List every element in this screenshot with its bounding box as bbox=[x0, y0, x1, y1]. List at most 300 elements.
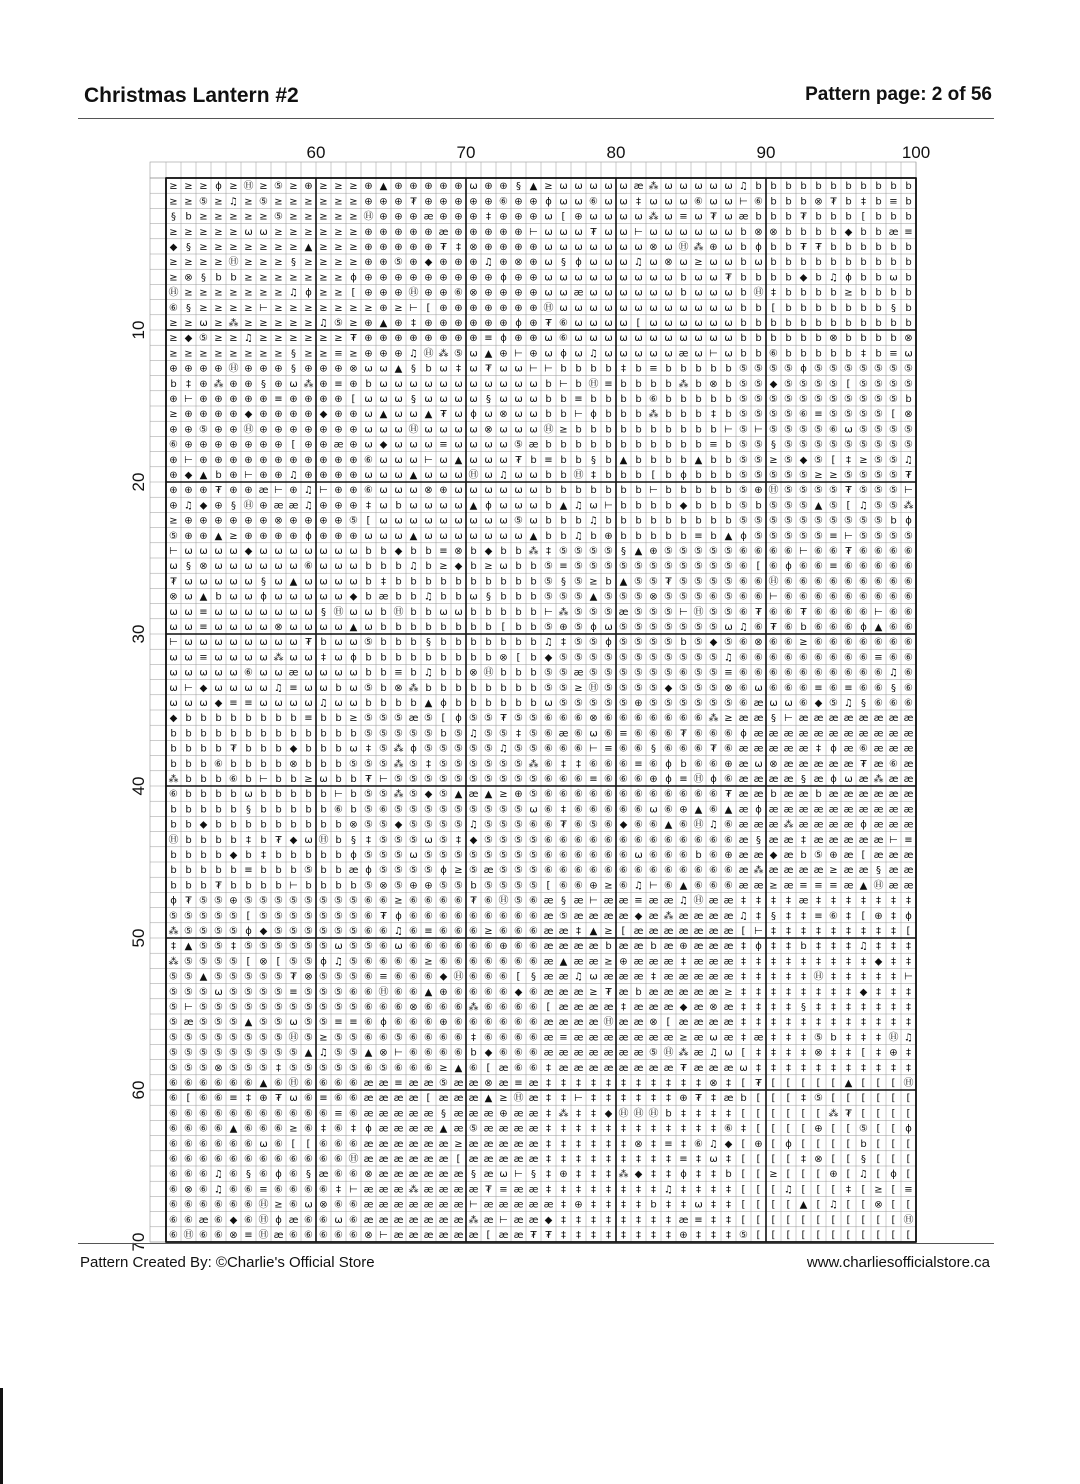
stitch-symbol: ω bbox=[454, 378, 463, 390]
stitch-symbol: ω bbox=[724, 287, 733, 299]
stitch-symbol: æ bbox=[873, 713, 884, 725]
stitch-symbol: ⊕ bbox=[259, 439, 268, 451]
stitch-symbol: ‡ bbox=[771, 287, 776, 299]
stitch-symbol: ⁂ bbox=[678, 378, 689, 390]
stitch-symbol: ⑤ bbox=[649, 622, 658, 634]
stitch-symbol: [ bbox=[546, 1002, 551, 1014]
stitch-symbol: ‡ bbox=[636, 1078, 641, 1090]
stitch-symbol: ⑥ bbox=[229, 1199, 238, 1211]
stitch-symbol: b bbox=[275, 743, 282, 755]
stitch-symbol: ⑥ bbox=[334, 1138, 343, 1150]
stitch-symbol: ⑥ bbox=[904, 667, 913, 679]
stitch-symbol: æ bbox=[468, 1138, 479, 1150]
stitch-symbol: ‡ bbox=[816, 895, 821, 907]
stitch-symbol: b bbox=[815, 789, 822, 801]
stitch-symbol: ω bbox=[694, 287, 703, 299]
stitch-symbol: ⑥ bbox=[559, 880, 568, 892]
stitch-symbol: b bbox=[725, 500, 732, 512]
stitch-symbol: ≥ bbox=[799, 637, 808, 649]
stitch-symbol: ≥ bbox=[214, 318, 223, 330]
stitch-symbol: ♫ bbox=[319, 1047, 328, 1059]
stitch-symbol: ‡ bbox=[771, 986, 776, 998]
stitch-symbol: ⑤ bbox=[199, 941, 208, 953]
stitch-symbol: ‡ bbox=[816, 926, 821, 938]
stitch-symbol: ω bbox=[649, 804, 658, 816]
stitch-symbol: b bbox=[590, 394, 597, 406]
stitch-symbol: ɸ bbox=[395, 910, 402, 922]
stitch-symbol: ⊢ bbox=[244, 470, 253, 482]
stitch-symbol: ⊕ bbox=[214, 409, 223, 421]
stitch-symbol: ≥ bbox=[304, 318, 313, 330]
stitch-symbol: b bbox=[830, 348, 837, 360]
stitch-symbol: ω bbox=[394, 515, 403, 527]
stitch-symbol: ≡ bbox=[319, 1093, 328, 1105]
stitch-symbol: ‡ bbox=[876, 1002, 881, 1014]
stitch-symbol: b bbox=[665, 409, 672, 421]
stitch-symbol: ≡ bbox=[199, 622, 208, 634]
stitch-symbol: b bbox=[260, 789, 267, 801]
stitch-symbol: [ bbox=[756, 1184, 761, 1196]
stitch-symbol: ⑥ bbox=[634, 865, 643, 877]
stitch-symbol: b bbox=[425, 363, 432, 375]
stitch-symbol: ‡ bbox=[891, 895, 896, 907]
stitch-symbol: ⑤ bbox=[199, 1047, 208, 1059]
stitch-symbol: ‡ bbox=[741, 971, 746, 983]
stitch-symbol: ⊕ bbox=[529, 333, 538, 345]
stitch-symbol: ⑤ bbox=[664, 622, 673, 634]
stitch-symbol: ω bbox=[649, 272, 658, 284]
stitch-symbol: ⑥ bbox=[844, 622, 853, 634]
stitch-symbol: ⑤ bbox=[394, 850, 403, 862]
stitch-symbol: ⑥ bbox=[889, 606, 898, 618]
stitch-symbol: ⑥ bbox=[304, 1154, 313, 1166]
stitch-symbol: ‡ bbox=[801, 834, 806, 846]
stitch-symbol: ɸ bbox=[755, 804, 762, 816]
stitch-symbol: ‡ bbox=[846, 971, 851, 983]
stitch-symbol: § bbox=[291, 363, 296, 375]
stitch-symbol: ω bbox=[649, 287, 658, 299]
row-label: 30 bbox=[129, 624, 148, 644]
stitch-symbol: æ bbox=[363, 1108, 374, 1120]
stitch-symbol: ◆ bbox=[424, 789, 433, 801]
stitch-symbol: ⑤ bbox=[799, 439, 808, 451]
stitch-symbol: b bbox=[335, 758, 342, 770]
stitch-symbol: ⊢ bbox=[169, 637, 178, 649]
stitch-symbol: ⑤ bbox=[379, 865, 388, 877]
stitch-symbol: ⑤ bbox=[169, 1047, 178, 1059]
stitch-symbol: [ bbox=[831, 1184, 836, 1196]
stitch-symbol: ⑥ bbox=[439, 1002, 448, 1014]
stitch-symbol: ‡ bbox=[621, 1184, 626, 1196]
stitch-symbol: æ bbox=[843, 789, 854, 801]
stitch-symbol: ‡ bbox=[336, 1184, 341, 1196]
stitch-symbol: ω bbox=[634, 272, 643, 284]
stitch-symbol: ⊗ bbox=[259, 956, 268, 968]
stitch-symbol: b bbox=[500, 576, 507, 588]
stitch-symbol: ⑤ bbox=[679, 576, 688, 588]
stitch-symbol: ⑤ bbox=[634, 561, 643, 573]
stitch-symbol: æ bbox=[888, 880, 899, 892]
stitch-symbol: ▲ bbox=[229, 1123, 238, 1135]
stitch-symbol: ⊕ bbox=[274, 439, 283, 451]
stitch-symbol: ⑤ bbox=[424, 713, 433, 725]
stitch-symbol: b bbox=[485, 682, 492, 694]
stitch-symbol: ⊢ bbox=[259, 774, 268, 786]
stitch-symbol: ‡ bbox=[456, 242, 461, 254]
stitch-symbol: ‡ bbox=[891, 1062, 896, 1074]
stitch-symbol: [ bbox=[291, 1138, 296, 1150]
stitch-symbol: ♫ bbox=[304, 485, 313, 497]
stitch-symbol: ⁂ bbox=[528, 546, 539, 558]
stitch-symbol: ‡ bbox=[591, 470, 596, 482]
stitch-symbol: b bbox=[290, 804, 297, 816]
stitch-symbol: ⊕ bbox=[454, 318, 463, 330]
stitch-symbol: ω bbox=[529, 804, 538, 816]
stitch-symbol: ⑥ bbox=[484, 941, 493, 953]
stitch-symbol: ⑥ bbox=[619, 880, 628, 892]
stitch-symbol: Ⓗ bbox=[228, 257, 239, 269]
stitch-symbol: ⑤ bbox=[214, 1017, 223, 1029]
stitch-symbol: æ bbox=[573, 1032, 584, 1044]
stitch-symbol: ⊕ bbox=[829, 1169, 838, 1181]
stitch-symbol: ⊕ bbox=[169, 394, 178, 406]
stitch-symbol: [ bbox=[786, 1123, 791, 1135]
stitch-symbol: ≥ bbox=[304, 272, 313, 284]
stitch-symbol: ω bbox=[529, 485, 538, 497]
stitch-symbol: ⑥ bbox=[784, 606, 793, 618]
stitch-symbol: æ bbox=[363, 1214, 374, 1226]
stitch-symbol: ω bbox=[709, 318, 718, 330]
stitch-symbol: ⑤ bbox=[649, 576, 658, 588]
stitch-symbol: ⑤ bbox=[214, 1032, 223, 1044]
stitch-symbol: ω bbox=[514, 363, 523, 375]
stitch-symbol: ⑤ bbox=[214, 910, 223, 922]
stitch-symbol: ⁂ bbox=[228, 318, 239, 330]
stitch-symbol: ⑤ bbox=[259, 971, 268, 983]
stitch-symbol: ω bbox=[514, 530, 523, 542]
stitch-symbol: b bbox=[815, 302, 822, 314]
stitch-symbol: ⑤ bbox=[514, 880, 523, 892]
stitch-symbol: ▲ bbox=[619, 454, 628, 466]
stitch-symbol: ⑤ bbox=[544, 576, 553, 588]
stitch-symbol: ⑥ bbox=[484, 971, 493, 983]
stitch-symbol: ω bbox=[334, 576, 343, 588]
stitch-symbol: ω bbox=[634, 348, 643, 360]
stitch-symbol: ⊕ bbox=[529, 287, 538, 299]
stitch-symbol: ⑥ bbox=[244, 667, 253, 679]
stitch-symbol: ‡ bbox=[576, 1184, 581, 1196]
stitch-symbol: ⑤ bbox=[244, 1062, 253, 1074]
stitch-symbol: b bbox=[845, 211, 852, 223]
stitch-symbol: ⑤ bbox=[709, 667, 718, 679]
stitch-symbol: æ bbox=[708, 926, 719, 938]
stitch-symbol: ▲ bbox=[589, 926, 598, 938]
stitch-symbol: ⑥ bbox=[664, 789, 673, 801]
stitch-symbol: ⑤ bbox=[349, 1032, 358, 1044]
stitch-symbol: ⑤ bbox=[724, 561, 733, 573]
stitch-symbol: ⑤ bbox=[424, 804, 433, 816]
stitch-symbol: b bbox=[185, 880, 192, 892]
stitch-symbol: b bbox=[875, 181, 882, 193]
stitch-symbol: ⑤ bbox=[574, 576, 583, 588]
stitch-symbol: ⑤ bbox=[514, 834, 523, 846]
stitch-symbol: ≥ bbox=[394, 302, 403, 314]
stitch-symbol: ≥ bbox=[274, 272, 283, 284]
stitch-symbol: ⊢ bbox=[544, 606, 553, 618]
stitch-symbol: ≥ bbox=[304, 302, 313, 314]
stitch-symbol: ⊕ bbox=[319, 454, 328, 466]
stitch-symbol: ‡ bbox=[756, 1062, 761, 1074]
stitch-symbol: æ bbox=[648, 910, 659, 922]
stitch-symbol: ⑥ bbox=[529, 956, 538, 968]
stitch-symbol: ⊕ bbox=[454, 257, 463, 269]
stitch-symbol: æ bbox=[828, 819, 839, 831]
stitch-symbol: ω bbox=[604, 318, 613, 330]
stitch-symbol: ⑤ bbox=[664, 667, 673, 679]
stitch-symbol: ⊕ bbox=[319, 378, 328, 390]
stitch-symbol: ≥ bbox=[334, 226, 343, 238]
stitch-symbol: ‡ bbox=[591, 1078, 596, 1090]
stitch-symbol: b bbox=[890, 211, 897, 223]
stitch-symbol: ⑥ bbox=[724, 743, 733, 755]
stitch-symbol: ω bbox=[439, 530, 448, 542]
stitch-symbol: ⑤ bbox=[724, 591, 733, 603]
stitch-symbol: [ bbox=[876, 1108, 881, 1120]
stitch-symbol: æ bbox=[348, 865, 359, 877]
stitch-symbol: ▲ bbox=[679, 880, 688, 892]
stitch-symbol: ⊢ bbox=[274, 485, 283, 497]
stitch-symbol: [ bbox=[756, 1199, 761, 1211]
stitch-symbol: ⑤ bbox=[214, 971, 223, 983]
stitch-symbol: ⑥ bbox=[514, 1017, 523, 1029]
stitch-symbol: ⊗ bbox=[769, 226, 778, 238]
stitch-symbol: § bbox=[411, 394, 416, 406]
stitch-symbol: æ bbox=[678, 971, 689, 983]
stitch-symbol: ≥ bbox=[259, 318, 268, 330]
stitch-symbol: Ⓗ bbox=[363, 211, 374, 223]
stitch-symbol: æ bbox=[483, 1199, 494, 1211]
stitch-symbol: b bbox=[275, 758, 282, 770]
stitch-symbol: ⑤ bbox=[424, 819, 433, 831]
stitch-symbol: ▲ bbox=[874, 622, 883, 634]
stitch-symbol: ⑥ bbox=[769, 348, 778, 360]
stitch-symbol: b bbox=[365, 378, 372, 390]
stitch-symbol: ⊕ bbox=[214, 454, 223, 466]
stitch-symbol: ⊕ bbox=[424, 242, 433, 254]
stitch-symbol: b bbox=[470, 652, 477, 664]
stitch-symbol: ◆ bbox=[319, 409, 328, 421]
stitch-symbol: ‡ bbox=[546, 1062, 551, 1074]
stitch-symbol: ⊕ bbox=[199, 409, 208, 421]
stitch-symbol: ⑤ bbox=[859, 485, 868, 497]
stitch-symbol: b bbox=[500, 606, 507, 618]
stitch-symbol: ω bbox=[199, 546, 208, 558]
stitch-symbol: § bbox=[186, 242, 191, 254]
stitch-symbol: æ bbox=[543, 956, 554, 968]
stitch-symbol: [ bbox=[831, 1078, 836, 1090]
stitch-symbol: ω bbox=[619, 348, 628, 360]
stitch-symbol: ⊢ bbox=[514, 348, 523, 360]
stitch-symbol: ◆ bbox=[199, 500, 208, 512]
stitch-symbol: b bbox=[800, 181, 807, 193]
stitch-symbol: b bbox=[395, 652, 402, 664]
stitch-symbol: ⑤ bbox=[694, 591, 703, 603]
stitch-symbol: ⊢ bbox=[379, 774, 388, 786]
stitch-symbol: ⑥ bbox=[439, 1047, 448, 1059]
stitch-symbol: æ bbox=[603, 971, 614, 983]
stitch-symbol: ⑥ bbox=[244, 1078, 253, 1090]
stitch-symbol: ≥ bbox=[304, 348, 313, 360]
stitch-symbol: ⑤ bbox=[184, 1032, 193, 1044]
stitch-symbol: ◆ bbox=[229, 850, 238, 862]
stitch-symbol: ⑤ bbox=[499, 758, 508, 770]
stitch-symbol: [ bbox=[276, 956, 281, 968]
stitch-symbol: b bbox=[560, 394, 567, 406]
stitch-symbol: ⑤ bbox=[679, 652, 688, 664]
stitch-symbol: b bbox=[740, 302, 747, 314]
stitch-symbol: b bbox=[410, 622, 417, 634]
stitch-symbol: ⑤ bbox=[814, 378, 823, 390]
stitch-symbol: ‡ bbox=[546, 1108, 551, 1120]
stitch-symbol: æ bbox=[723, 941, 734, 953]
stitch-symbol: æ bbox=[618, 895, 629, 907]
stitch-symbol: ⑥ bbox=[184, 1108, 193, 1120]
stitch-symbol: ‡ bbox=[621, 1093, 626, 1105]
scan-edge bbox=[0, 1388, 3, 1484]
stitch-symbol: ⊕ bbox=[229, 409, 238, 421]
stitch-symbol: ⑥ bbox=[334, 1199, 343, 1211]
stitch-symbol: b bbox=[410, 698, 417, 710]
stitch-symbol: § bbox=[516, 181, 521, 193]
stitch-symbol: b bbox=[875, 348, 882, 360]
stitch-symbol: ⊕ bbox=[469, 196, 478, 208]
stitch-symbol: ⑥ bbox=[259, 1169, 268, 1181]
stitch-symbol: ⑤ bbox=[844, 439, 853, 451]
stitch-symbol: ⑥ bbox=[229, 1108, 238, 1120]
stitch-symbol: ⊢ bbox=[604, 500, 613, 512]
stitch-symbol: Ⓗ bbox=[393, 606, 404, 618]
stitch-symbol: [ bbox=[861, 1184, 866, 1196]
stitch-symbol: ⑥ bbox=[574, 789, 583, 801]
stitch-symbol: ⑤ bbox=[739, 363, 748, 375]
stitch-symbol: æ bbox=[903, 789, 914, 801]
stitch-symbol: b bbox=[725, 454, 732, 466]
stitch-symbol: ⑥ bbox=[304, 1108, 313, 1120]
stitch-symbol: b bbox=[185, 850, 192, 862]
stitch-symbol: ₮ bbox=[215, 485, 222, 497]
stitch-symbol: ◆ bbox=[664, 682, 673, 694]
stitch-symbol: [ bbox=[426, 1093, 431, 1105]
stitch-symbol: ⑤ bbox=[889, 470, 898, 482]
stitch-symbol: [ bbox=[846, 1138, 851, 1150]
stitch-symbol: ⊕ bbox=[364, 318, 373, 330]
stitch-symbol: ω bbox=[514, 500, 523, 512]
stitch-symbol: ⊗ bbox=[289, 758, 298, 770]
stitch-symbol: ⑤ bbox=[574, 637, 583, 649]
stitch-symbol: b bbox=[575, 363, 582, 375]
stitch-symbol: ≥ bbox=[169, 348, 178, 360]
stitch-symbol: § bbox=[561, 576, 566, 588]
stitch-symbol: b bbox=[320, 865, 327, 877]
stitch-symbol: ≥ bbox=[184, 318, 193, 330]
stitch-symbol: æ bbox=[378, 1108, 389, 1120]
stitch-symbol: ‡ bbox=[801, 971, 806, 983]
stitch-symbol: æ bbox=[708, 895, 719, 907]
stitch-symbol: ⊕ bbox=[334, 394, 343, 406]
stitch-symbol: b bbox=[785, 211, 792, 223]
stitch-symbol: ⑤ bbox=[229, 986, 238, 998]
stitch-symbol: æ bbox=[528, 1184, 539, 1196]
stitch-symbol: ⊕ bbox=[499, 302, 508, 314]
stitch-symbol: æ bbox=[378, 1138, 389, 1150]
stitch-symbol: ⊗ bbox=[814, 196, 823, 208]
stitch-symbol: ‡ bbox=[846, 1017, 851, 1029]
stitch-symbol: [ bbox=[876, 1138, 881, 1150]
stitch-symbol: ⑥ bbox=[244, 1199, 253, 1211]
stitch-symbol: ‡ bbox=[576, 1108, 581, 1120]
stitch-symbol: ≥ bbox=[769, 454, 778, 466]
stitch-symbol: ω bbox=[214, 986, 223, 998]
stitch-symbol: ⑤ bbox=[814, 850, 823, 862]
stitch-symbol: æ bbox=[663, 986, 674, 998]
stitch-symbol: ⊕ bbox=[244, 363, 253, 375]
stitch-symbol: ⑤ bbox=[349, 1047, 358, 1059]
stitch-symbol: ⊢ bbox=[529, 226, 538, 238]
stitch-symbol: ω bbox=[364, 622, 373, 634]
stitch-symbol: ⑤ bbox=[529, 880, 538, 892]
stitch-symbol: ⑥ bbox=[709, 804, 718, 816]
stitch-symbol: ‡ bbox=[756, 1017, 761, 1029]
stitch-symbol: ⑤ bbox=[229, 1002, 238, 1014]
stitch-symbol: § bbox=[771, 713, 776, 725]
stitch-symbol: b bbox=[230, 789, 237, 801]
stitch-symbol: ⑥ bbox=[859, 561, 868, 573]
stitch-symbol: ω bbox=[694, 333, 703, 345]
stitch-symbol: ≡ bbox=[604, 743, 613, 755]
stitch-symbol: ⊕ bbox=[349, 409, 358, 421]
stitch-symbol: ‡ bbox=[816, 941, 821, 953]
stitch-symbol: ⑥ bbox=[409, 910, 418, 922]
stitch-symbol: b bbox=[170, 819, 177, 831]
stitch-symbol: b bbox=[665, 394, 672, 406]
stitch-symbol: b bbox=[620, 500, 627, 512]
stitch-symbol: ⑥ bbox=[349, 1230, 358, 1242]
stitch-symbol: [ bbox=[546, 880, 551, 892]
stitch-symbol: ⑤ bbox=[679, 682, 688, 694]
stitch-symbol: ⊕ bbox=[289, 485, 298, 497]
stitch-symbol: b bbox=[635, 439, 642, 451]
stitch-symbol: ‡ bbox=[876, 1032, 881, 1044]
stitch-symbol: ⑤ bbox=[289, 1002, 298, 1014]
stitch-symbol: b bbox=[665, 500, 672, 512]
stitch-symbol: [ bbox=[741, 1047, 746, 1059]
stitch-symbol: b bbox=[170, 850, 177, 862]
stitch-symbol: ⑤ bbox=[574, 591, 583, 603]
stitch-symbol: b bbox=[905, 181, 912, 193]
stitch-symbol: ◆ bbox=[544, 1214, 553, 1226]
stitch-symbol: ⑥ bbox=[499, 1032, 508, 1044]
stitch-symbol: ⑤ bbox=[199, 1017, 208, 1029]
stitch-symbol: § bbox=[471, 1169, 476, 1181]
stitch-symbol: ≥ bbox=[274, 302, 283, 314]
stitch-symbol: ⊕ bbox=[364, 333, 373, 345]
stitch-symbol: ω bbox=[514, 485, 523, 497]
stitch-symbol: ⁂ bbox=[558, 1108, 569, 1120]
stitch-symbol: [ bbox=[561, 211, 566, 223]
stitch-symbol: æ bbox=[513, 1108, 524, 1120]
stitch-symbol: æ bbox=[723, 1062, 734, 1074]
stitch-symbol: ⑥ bbox=[769, 652, 778, 664]
